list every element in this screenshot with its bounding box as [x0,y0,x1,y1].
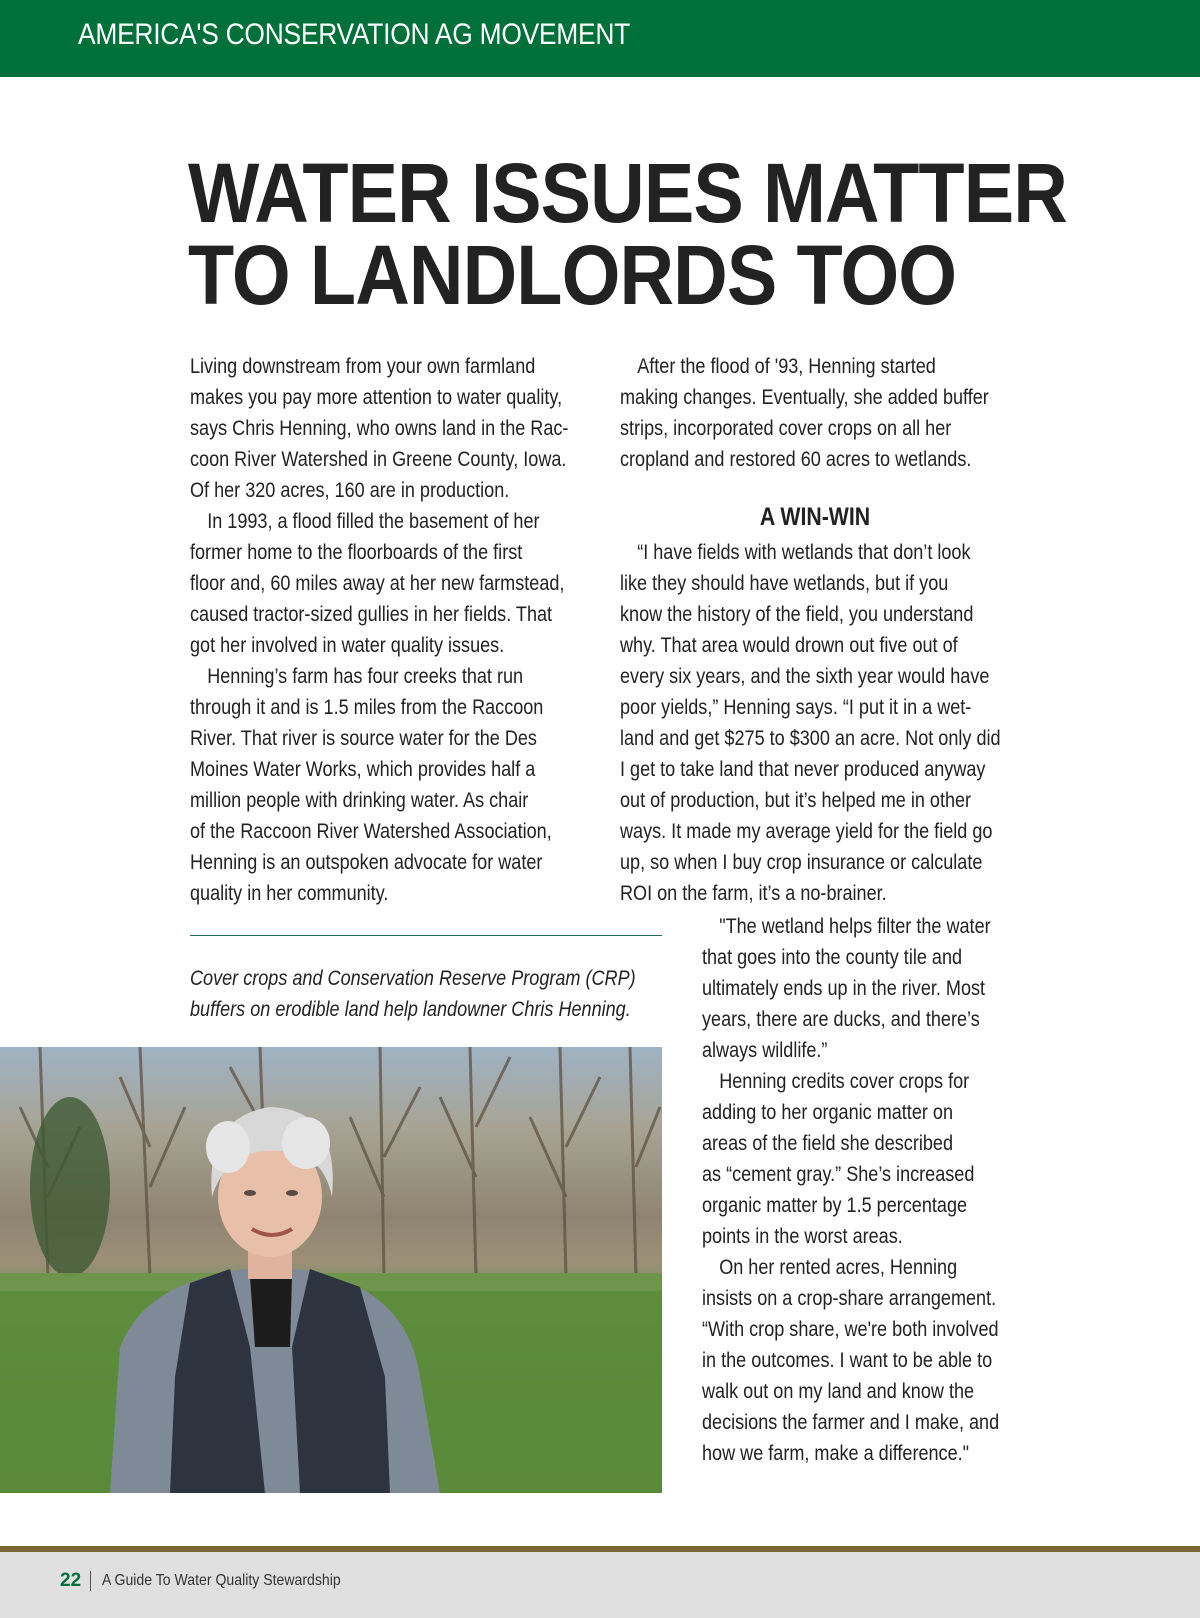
subhead: A WIN-WIN [759,503,871,531]
text-line: floor and, 60 miles away at her new farmstead, [190,572,565,595]
section-title: AMERICA'S CONSERVATION AG MOVEMENT [78,18,631,51]
text-line: I get to take land that never produced anyway [620,758,986,781]
text-line: In 1993, a flood filled the basement of her [207,510,540,533]
text-line: through it and is 1.5 miles from the Raccoon [190,696,544,719]
photo-illustration [0,1047,662,1493]
caption-line: Cover crops and Conservation Reserve Program (CRP) [190,967,636,990]
text-line: caused tractor-sized gullies in her fields. That [190,603,553,626]
text-line: Of her 320 acres, 160 are in production. [190,479,510,502]
text-line: like they should have wetlands, but if you [620,572,949,595]
text-line: always wildlife.” [702,1039,828,1062]
text-line: quality in her community. [190,882,389,905]
text-line: says Chris Henning, who owns land in the Rac- [190,417,569,440]
page-footer [0,1552,1200,1618]
text-line: Henning’s farm has four creeks that run [207,665,524,688]
text-line: that goes into the county tile and [702,946,963,969]
text-line: Henning is an outspoken advocate for water [190,851,543,874]
text-line: On her rented acres, Henning [719,1256,958,1279]
text-line: “I have fields with wetlands that don’t look [637,541,971,564]
text-line: every six years, and the sixth year would have [620,665,990,688]
left-column [190,351,568,909]
right-column-continued [702,911,999,1469]
text-line: as “cement gray.” She’s increased [702,1163,975,1186]
caption-divider [190,935,662,936]
publication-title: A Guide To Water Quality Stewardship [102,1572,341,1589]
headline-line: WATER ISSUES MATTER [188,146,1067,240]
text-line: how we farm, make a difference." [702,1442,970,1465]
text-line: decisions the farmer and I make, and [702,1411,1000,1434]
page-number: 22 [60,1570,82,1591]
headline-line: TO LANDLORDS TOO [188,228,957,322]
text-line: strips, incorporated cover crops on all her [620,417,952,440]
header-bar [0,0,1200,77]
text-line: points in the worst areas. [702,1225,903,1248]
text-line: land and get $275 to $300 an acre. Not only did [620,727,1001,750]
text-line: Living downstream from your own farmland [190,355,536,378]
text-line: of the Raccoon River Watershed Association, [190,820,552,843]
text-line: River. That river is source water for the Des [190,727,537,750]
text-line: adding to her organic matter on [702,1101,953,1124]
text-line: coon River Watershed in Greene County, Iowa. [190,448,567,471]
text-line: makes you pay more attention to water quality, [190,386,563,409]
portrait-photo [0,1047,662,1493]
text-line: “With crop share, we're both involved [702,1318,999,1341]
text-line: making changes. Eventually, she added buffer [620,386,989,409]
article-headline [188,146,1067,322]
text-line: Henning credits cover crops for [719,1070,970,1093]
text-line: walk out on my land and know the [702,1380,975,1403]
text-line: cropland and restored 60 acres to wetlands. [620,448,972,471]
right-column-quote [620,537,1001,909]
text-line: got her involved in water quality issues. [190,634,505,657]
text-line: ways. It made my average yield for the field go [620,820,993,843]
text-line: organic matter by 1.5 percentage [702,1194,968,1217]
text-line: why. That area would drown out five out of [620,634,958,657]
text-line: out of production, but it’s helped me in other [620,789,972,812]
text-line: After the flood of '93, Henning started [637,355,936,378]
text-line: areas of the field she described [702,1132,953,1155]
text-line: poor yields,” Henning says. “I put it in a wet- [620,696,972,719]
text-line: know the history of the field, you understand [620,603,974,626]
text-line: million people with drinking water. As chair [190,789,529,812]
text-line: "The wetland helps filter the water [719,915,991,938]
text-line: ROI on the farm, it’s a no-brainer. [620,882,887,905]
text-line: insists on a crop-share arrangement. [702,1287,997,1310]
text-line: in the outcomes. I want to be able to [702,1349,993,1372]
photo-caption [190,963,636,1025]
footer-separator [90,1571,91,1591]
right-column-intro [620,351,989,475]
caption-line: buffers on erodible land help landowner Chris Henning. [190,998,631,1021]
text-line: Moines Water Works, which provides half a [190,758,536,781]
text-line: years, there are ducks, and there’s [702,1008,980,1031]
text-line: ultimately ends up in the river. Most [702,977,986,1000]
text-line: former home to the floorboards of the first [190,541,523,564]
text-line: up, so when I buy crop insurance or calculate [620,851,983,874]
